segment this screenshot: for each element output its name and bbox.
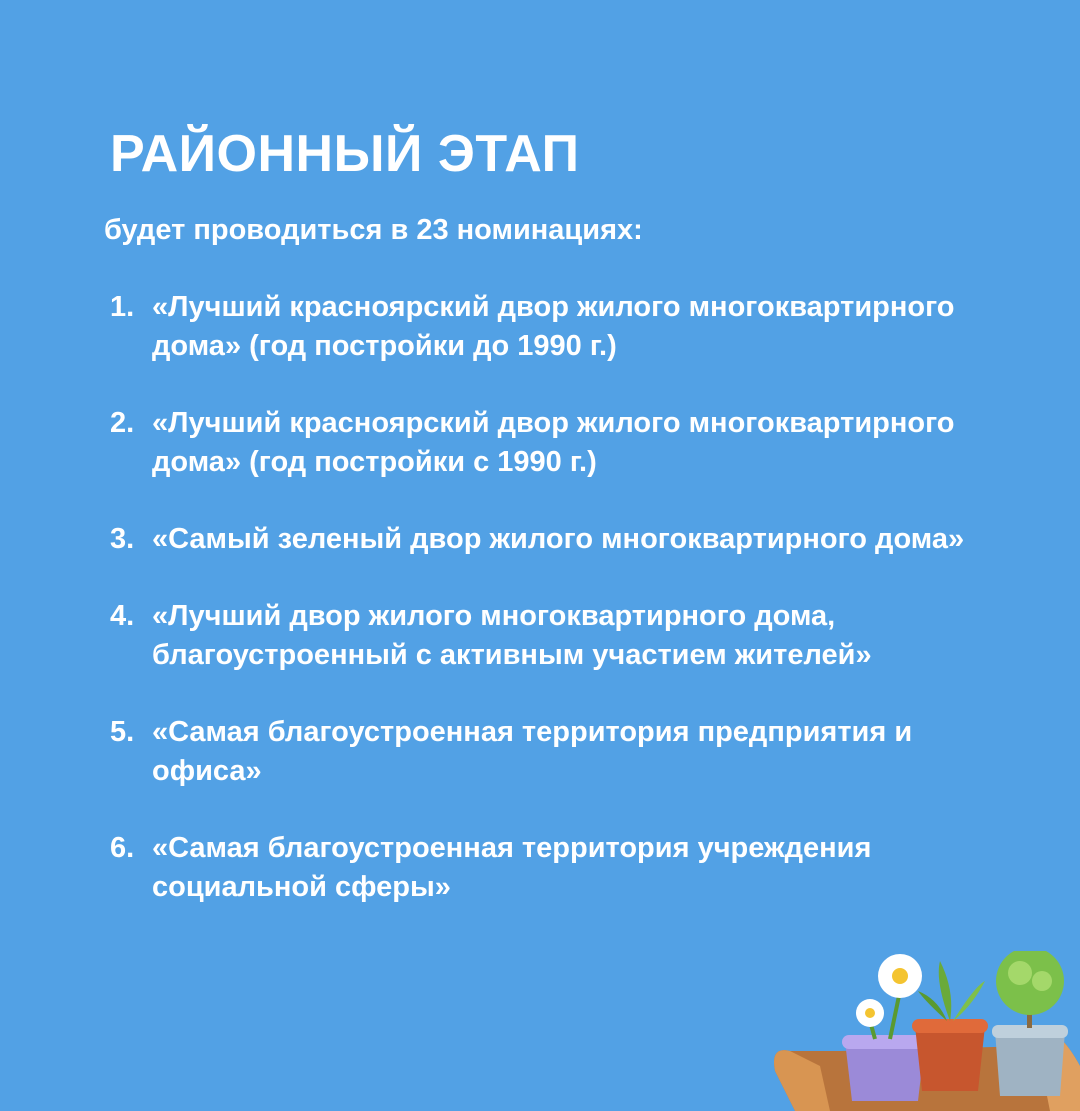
- list-item: [110, 713, 1020, 791]
- list-item-text: «Самая благоустроенная территория учреждения социальной сферы»: [152, 832, 872, 903]
- list-item-text: «Самая благоустроенная территория предприятия и офиса»: [152, 716, 913, 787]
- page-title: РАЙОННЫЙ ЭТАП: [110, 125, 580, 183]
- flower-pots-illustration-icon: [750, 951, 1080, 1111]
- list-item-text: «Самый зеленый двор жилого многоквартирного дома»: [152, 523, 965, 555]
- list-item-text: «Лучший красноярский двор жилого многоквартирного дома» (год постройки с 1990 г.): [152, 407, 955, 478]
- list-item: [110, 520, 1020, 559]
- list-item-text: «Лучший двор жилого многоквартирного дома, благоустроенный с активным участием жителей»: [152, 600, 872, 671]
- list-item-number: 1.: [110, 291, 135, 323]
- list-item: [110, 404, 1020, 482]
- list-item-text: «Лучший красноярский двор жилого многоквартирного дома» (год постройки до 1990 г.): [152, 291, 955, 362]
- nominations-list: [110, 288, 1020, 945]
- list-item: [110, 597, 1020, 675]
- list-item-number: 3.: [110, 523, 135, 555]
- list-item-number: 5.: [110, 716, 135, 748]
- list-item-number: 6.: [110, 832, 135, 864]
- list-item-number: 2.: [110, 407, 135, 439]
- list-item-number: 4.: [110, 600, 135, 632]
- page-subtitle: будет проводиться в 23 номинациях:: [104, 214, 643, 246]
- list-item: [110, 288, 1020, 366]
- list-item: [110, 829, 1020, 907]
